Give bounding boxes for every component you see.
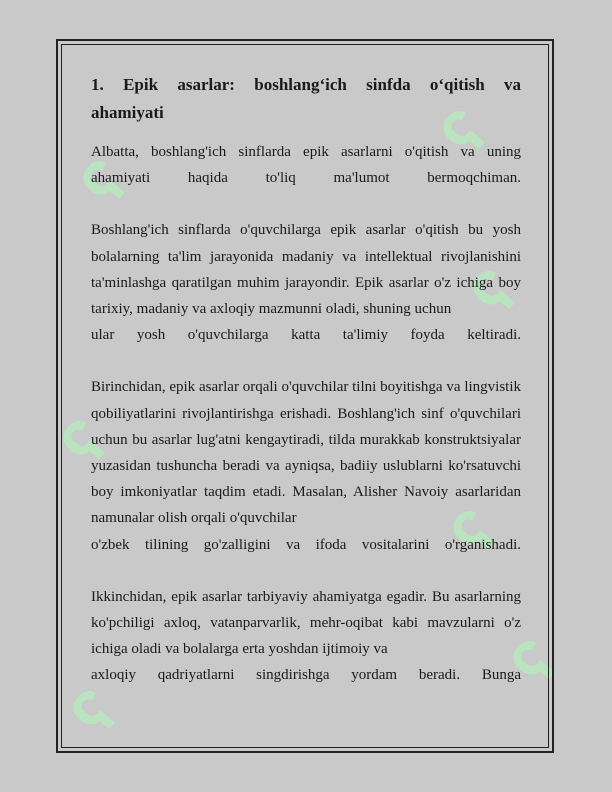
svg-text:ʕ: ʕ [45,405,124,479]
paragraph-1 [91,139,521,191]
paragraph-3-text: Birinchidan, epik asarlar orqali o'quvchilar tilni boyitishga va lingvistik qobiliyatlarini rivojlantirishga erishadi. Boshlang'ich sinf o'quvchilari uchun bu asarlar lug'atni kengaytiradi, tilda murakkab konstruktsiyalar yuzasidan tushuncha beradi va ayniqsa, badiiy uslublarni ko'rsatuvchi boy imkoniyatlar taqdim etadi. Masalan, Alisher Navoiy asarlaridan namunalar olish orqali o'quvchilar [91,379,521,527]
section-heading-line-2: ahamiyati [91,103,164,122]
svg-text:ʕ: ʕ [425,95,504,169]
section-heading-line-1: 1. Epik asarlar: boshlang‘ich sinfda o‘qitish va [91,75,521,94]
paragraph-1-last-line: ahamiyati haqida to'liq ma'lumot bermoqchiman. [91,170,521,187]
svg-text:ʕ: ʕ [455,255,534,329]
section-heading [91,71,521,127]
document-body [91,71,521,715]
svg-text:ʕ: ʕ [55,675,134,749]
paragraph-2 [91,217,521,348]
paragraph-3-last-line: o'zbek tilining go'zalligini va ifoda vositalarini o'rganishadi. [91,536,521,553]
paragraph-4 [91,584,521,689]
svg-text:ʕ: ʕ [65,145,144,219]
svg-text:ʕ: ʕ [495,625,574,699]
paragraph-1-text: Albatta, boshlang'ich sinflarda epik asarlarni o'qitish va uning [91,144,521,160]
paragraph-3 [91,374,521,557]
svg-text:ʕ: ʕ [435,495,514,569]
paragraph-4-text: Ikkinchidan, epik asarlar tarbiyaviy ahamiyatga egadir. Bu asarlarning ko'pchiligi axloq, vatanparvarlik, mehr-oqibat kabi mavzularni o'z ichiga oladi va bolalarga erta yoshdan ijtimoiy va [91,588,521,658]
paragraph-4-last-line: axloqiy qadriyatlarni singdirishga yordam beradi. Bunga [91,667,521,684]
paragraph-2-text: Boshlang'ich sinflarda o'quvchilarga epik asarlar o'qitish bu yosh bolalarning ta'lim jarayonida madaniy va intellektual rivojlanishini ta'minlashga qaratilgan muhim jarayondir. Epik asarlar o'z ichiga boy tarixiy, madaniy va axloqiy mazmunni oladi, shuning uchun [91,222,521,318]
paragraph-2-last-line: ular yosh o'quvchilarga katta ta'limiy foyda keltiradi. [91,327,521,344]
